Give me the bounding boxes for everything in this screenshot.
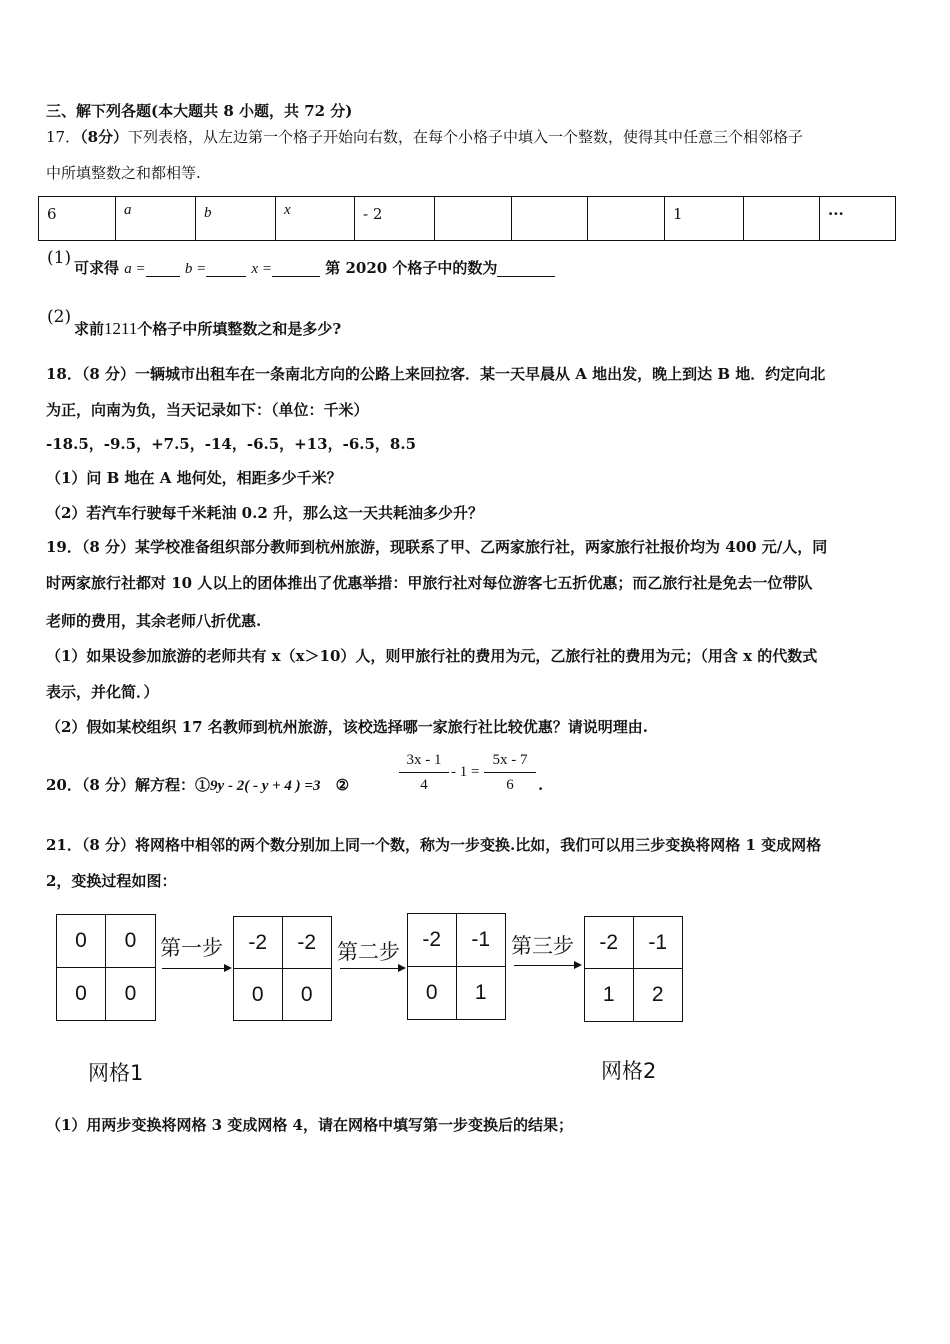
transform-grid-step2 xyxy=(407,913,506,1020)
seq-cell: - 2 xyxy=(355,197,435,240)
grid-cell: -2 xyxy=(408,914,457,967)
answer-blank-b[interactable] xyxy=(206,262,246,277)
q20-fraction2-numerator: 5x - 7 xyxy=(484,752,536,773)
q17-part2-post: 个格子中所填整数之和是多少? xyxy=(137,320,342,338)
seq-cell: 6 xyxy=(39,197,116,240)
seq-cell xyxy=(744,197,820,240)
grid-cell: 0 xyxy=(106,915,155,968)
q20-fraction2-denominator: 6 xyxy=(506,777,514,793)
q20-end: . xyxy=(538,776,544,794)
q17-sequence-table xyxy=(38,196,896,241)
q20-fraction1-numerator: 3x - 1 xyxy=(399,752,449,773)
q20-prefix: 20．（8 分）解方程：① xyxy=(46,776,211,794)
grid-cell: 2 xyxy=(651,983,664,1006)
grid-cell: -1 xyxy=(457,914,506,967)
grid-cell: 0 xyxy=(408,967,457,1020)
grid-cell: 0 xyxy=(57,915,106,968)
q21-line2: 2，变换过程如图： xyxy=(46,872,177,890)
grid-cell: -2 xyxy=(234,917,283,969)
q21-line1: 21．（8 分）将网格中相邻的两个数分别加上同一个数，称为一步变换.比如，我们可以用三步变换将网格 1 变成网格 xyxy=(46,836,822,854)
q17-line2: 中所填整数之和都相等. xyxy=(46,164,201,182)
q17-number: 17． xyxy=(46,128,81,146)
grid-cell: 0 xyxy=(124,981,137,1005)
q20-fraction1 xyxy=(399,752,449,794)
grid-cell: 0 xyxy=(234,969,283,1021)
seq-cell: b xyxy=(196,197,276,240)
answer-blank-x[interactable] xyxy=(272,262,320,277)
q20-line xyxy=(46,778,349,794)
q18-records: -18.5，-9.5，+7.5，-14，-6.5，+13，-6.5，8.5 xyxy=(46,435,417,453)
seq-cell: 1 xyxy=(665,197,744,240)
grid-cell: 1 xyxy=(474,980,487,1004)
grid2-label: 网格2 xyxy=(601,1059,657,1083)
q21-part1: （1）用两步变换将网格 3 变成网格 4，请在网格中填写第一步变换后的结果； xyxy=(46,1116,573,1134)
seq-cell xyxy=(588,197,665,240)
q17-part1-number: (1) xyxy=(47,248,72,268)
transform-grid-step1 xyxy=(233,916,332,1021)
q20-middle: - 1 = xyxy=(451,764,480,780)
q19-line3: 老师的费用，其余老师八折优惠. xyxy=(46,612,262,630)
q20-fraction2 xyxy=(484,752,536,794)
q19-part1-line1: （1）如果设参加旅游的老师共有 x（x＞10）人，则甲旅行社的费用为元，乙旅行社的费用为元；（用含 x 的代数式 xyxy=(46,647,818,665)
seq-cell xyxy=(435,197,512,240)
q18-part1: （1）问 B 地在 A 地何处，相距多少千米？ xyxy=(46,469,342,487)
q17-var-a: a = xyxy=(124,261,146,277)
q17-part1-line xyxy=(74,261,555,277)
seq-cell: x xyxy=(276,197,355,240)
q17-part2-pre: 求前 xyxy=(74,320,105,338)
q19-part1-line2: 表示，并化简．） xyxy=(46,683,159,701)
q17-part2-n: 1211 xyxy=(104,319,138,338)
q19-line2: 时两家旅行社都对 10 人以上的团体推出了优惠举措：甲旅行社对每位游客七五折优惠；而乙旅行社是免去一位带队 xyxy=(46,574,813,592)
q17-part2-number: (2) xyxy=(47,307,72,327)
grid-cell: 0 xyxy=(300,982,313,1006)
q18-line2: 为正，向南为负，当天记录如下：（单位：千米） xyxy=(46,401,369,419)
q20-equation1: 9y - 2( - y + 4 ) =3 xyxy=(210,778,321,794)
q17-score: （8分） xyxy=(80,128,129,146)
q19-line1: 19．（8 分）某学校准备组织部分教师到杭州旅游，现联系了甲、乙两家旅行社，两家旅行社报价均为 400 元/人，同 xyxy=(46,538,828,556)
section-heading: 三、解下列各题(本大题共 8 小题，共 72 分) xyxy=(46,102,353,120)
q18-part2: （2）若汽车行驶每千米耗油 0.2 升，那么这一天共耗油多少升？ xyxy=(46,504,483,522)
q17-var-b: b = xyxy=(184,261,207,277)
grid-cell: 0 xyxy=(57,968,106,1021)
q20-circle2: ② xyxy=(335,776,350,794)
transform-grid-2 xyxy=(584,916,683,1022)
answer-blank-2020[interactable] xyxy=(497,262,555,277)
arrow-right-icon xyxy=(514,965,580,966)
grid-cell: -1 xyxy=(634,917,683,969)
q17-line1 xyxy=(46,130,803,145)
transform-grid-1 xyxy=(56,914,156,1021)
seq-cell: a xyxy=(116,197,196,240)
arrow-right-icon xyxy=(340,968,404,969)
q17-var-x: x = xyxy=(251,261,272,277)
q17-part2-line xyxy=(74,320,341,337)
grid-cell: -2 xyxy=(283,917,332,969)
q20-fraction1-denominator: 4 xyxy=(420,777,428,793)
answer-blank-a[interactable] xyxy=(146,262,180,277)
q17-part1-post: 第 2020 个格子中的数为 xyxy=(325,259,498,277)
grid-cell: -2 xyxy=(585,917,634,969)
arrow-right-icon xyxy=(162,968,230,969)
q17-text: 下列表格，从左边第一个格子开始向右数，在每个小格子中填入一个整数，使得其中任意三个相邻格子 xyxy=(128,128,804,146)
step-label-2: 第二步 xyxy=(337,940,400,964)
grid-cell: 1 xyxy=(585,969,634,1021)
q17-part1-text: 可求得 xyxy=(74,259,120,277)
q18-line1: 18．（8 分）一辆城市出租车在一条南北方向的公路上来回拉客．某一天早晨从 A 地出发，晚上到达 B 地．约定向北 xyxy=(46,365,826,383)
step-label-3: 第三步 xyxy=(511,934,574,958)
q19-part2: （2）假如某校组织 17 名教师到杭州旅游，该校选择哪一家旅行社比较优惠？请说明理由. xyxy=(46,718,648,736)
seq-cell: ··· xyxy=(828,205,844,223)
step-label-1: 第一步 xyxy=(160,936,223,960)
grid1-label: 网格1 xyxy=(88,1061,144,1085)
seq-cell xyxy=(512,197,588,240)
